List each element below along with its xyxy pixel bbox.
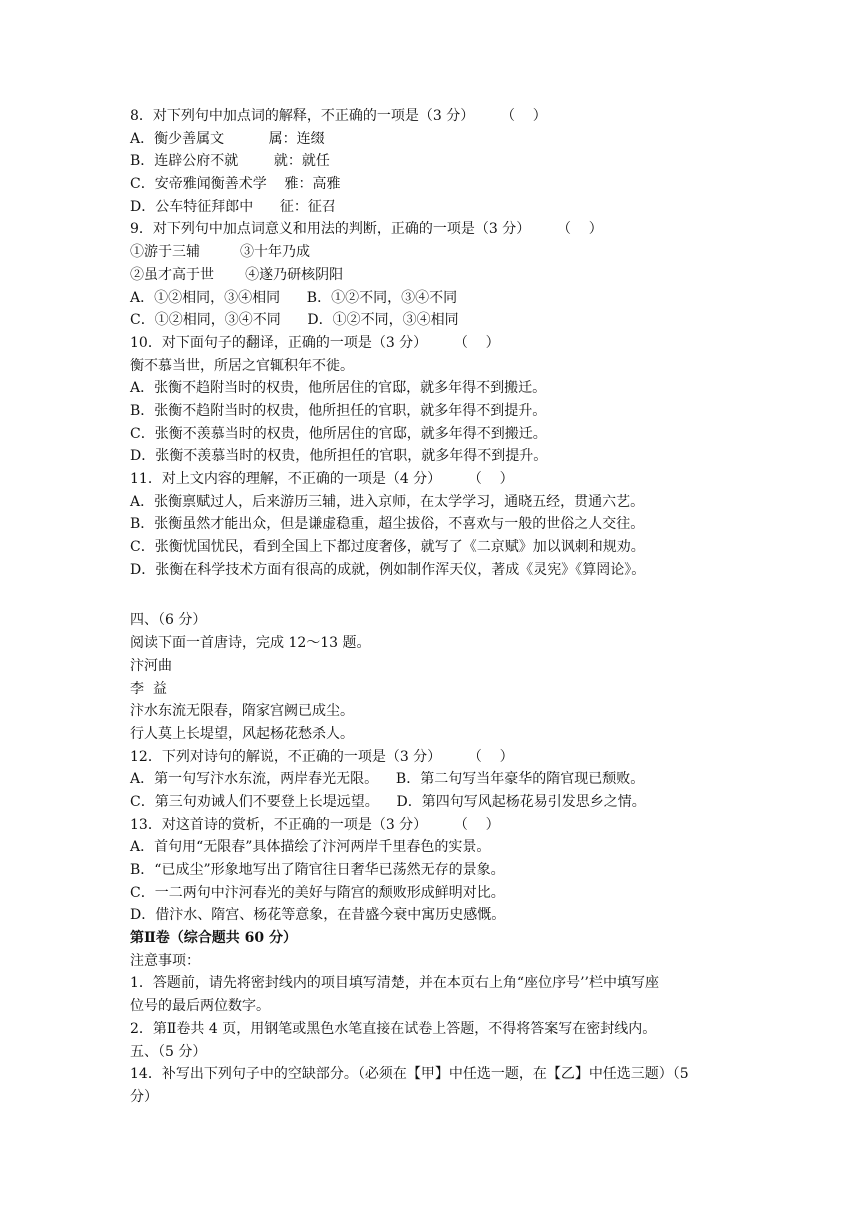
text-line: ②虽才高于世 ④遂乃研核阴阳 [130, 266, 344, 283]
text-line: 14．补写出下列句子中的空缺部分。（必须在【甲】中任选一题，在【乙】中任选三题）（5 [130, 1066, 689, 1083]
text-line: C．①②相同，③④不同 D．①②不同，③④相同 [130, 312, 459, 329]
text-line: D．张衡不羡慕当时的权贵，他所担任的官职，就多年得不到提升。 [130, 448, 548, 465]
text-line: A．第一句写汴水东流，两岸春光无限。 B．第二句写当年豪华的隋官现已颓败。 [130, 771, 645, 788]
text-line: 位号的最后两位数字。 [130, 998, 270, 1015]
text-line: D．公车特征拜郎中 征：征召 [130, 198, 336, 215]
text-line: 五、（5 分） [130, 1043, 207, 1060]
text-line: 分） [130, 1088, 158, 1105]
text-line: 李 益 [130, 680, 167, 697]
text-line: C．张衡忧国忧民，看到全国上下都过度奢侈，就写了《二京赋》加以讽刺和规劝。 [130, 539, 645, 556]
text-line: 1．答题前，请先将密封线内的项目填写清楚，并在本页右上角“座位序号’’栏中填写座 [130, 975, 659, 992]
section-heading: 第Ⅱ卷（综合题共 60 分） [130, 930, 298, 947]
text-line: 2．第Ⅱ卷共 4 页，用钢笔或黑色水笔直接在试卷上答题，不得将答案写在密封线内。 [130, 1020, 657, 1037]
text-line: A．张衡禀赋过人，后来游历三辅，进入京师，在太学学习，通晓五经，贯通六艺。 [130, 493, 645, 510]
text-line: 汴水东流无限春，隋家宫阙已成尘。 [130, 703, 354, 720]
text-line: 13．对这首诗的赏析，不正确的一项是（3 分） （ ） [130, 816, 500, 833]
text-line: D．张衡在科学技术方面有很高的成就，例如制作浑天仪，著成《灵宪》《算罔论》。 [130, 561, 646, 578]
text-line: 行人莫上长堤望，风起杨花愁杀人。 [130, 725, 354, 742]
text-line: A．张衡不趋附当时的权贵，他所居住的官邸，就多年得不到搬迁。 [130, 380, 547, 397]
text-line: 10．对下面句子的翻译，正确的一项是（3 分） （ ） [130, 334, 500, 351]
text-line: 汴河曲 [130, 657, 172, 674]
text-line: 12．下列对诗句的解说，不正确的一项是（3 分） （ ） [130, 748, 514, 765]
text-line: 8．对下列句中加点词的解释，不正确的一项是（3 分） （ ） [130, 108, 547, 124]
text-line: 9．对下列句中加点词意义和用法的判断，正确的一项是（3 分） （ ） [130, 221, 603, 238]
text-line: A．首句用“无限春”具体描绘了汴河两岸千里春色的实景。 [130, 839, 491, 856]
text-line: C．一二两句中汴河春光的美好与隋宫的颓败形成鲜明对比。 [130, 884, 505, 901]
text-line: 阅读下面一首唐诗，完成 12～13 题。 [130, 635, 371, 652]
text-line: B．张衡虽然才能出众，但是谦虚稳重，超尘拔俗，不喜欢与一般的世俗之人交往。 [130, 516, 645, 533]
text-line: B．张衡不趋附当时的权贵，他所担任的官职，就多年得不到提升。 [130, 402, 547, 419]
text-line: B．“已成尘”形象地写出了隋官往日奢华已荡然无存的景象。 [130, 862, 505, 878]
text-line: C．第三句劝诫人们不要登上长堤远望。 D．第四句写风起杨花易引发思乡之情。 [130, 793, 646, 810]
text-line: C．安帝雅闻衡善术学 雅：高雅 [130, 176, 341, 193]
text-line: 衡不慕当世，所居之官辄积年不徙。 [130, 357, 354, 374]
text-line: D．借汴水、隋宫、杨花等意象，在昔盛今衰中寓历史感慨。 [130, 907, 506, 924]
text-line: 注意事项： [130, 952, 200, 969]
text-line: C．张衡不羡慕当时的权贵，他所居住的官邸，就多年得不到搬迁。 [130, 425, 547, 442]
text-line: B．连辟公府不就 就：就任 [130, 153, 330, 170]
text-line: A．衡少善属文 属：连缀 [130, 130, 325, 147]
text-line: 四、（6 分） [130, 612, 207, 629]
text-line: A．①②相同，③④相同 B．①②不同，③④不同 [130, 289, 458, 306]
text-line: 11．对上文内容的理解，不正确的一项是（4 分） （ ） [130, 471, 514, 487]
text-line [130, 581, 750, 609]
document-body [130, 105, 750, 1109]
text-line: ①游于三辅 ③十年乃成 [130, 244, 311, 261]
